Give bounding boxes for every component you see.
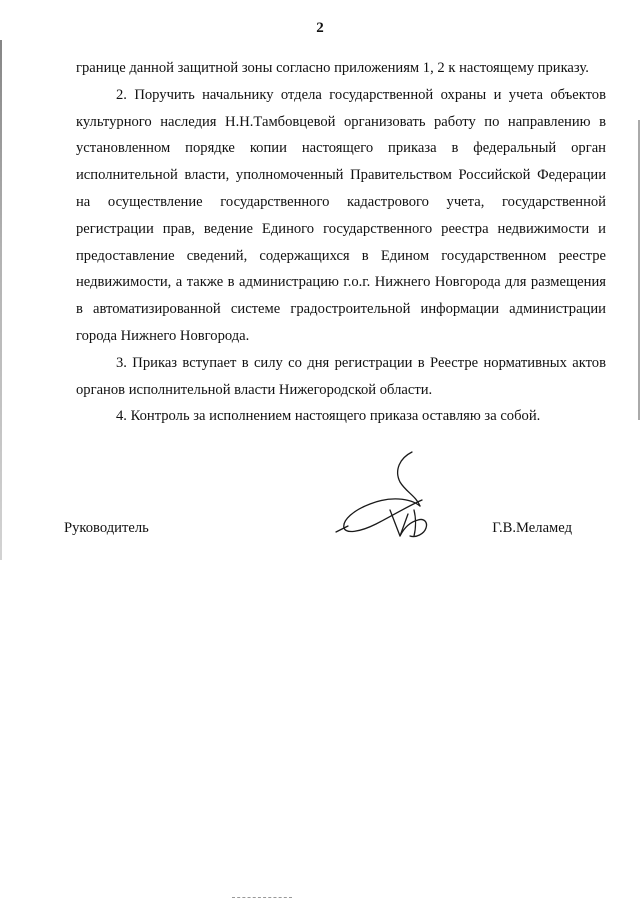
footer-scan-mark [232,897,292,899]
body-text [76,55,606,430]
paragraph-item-4: 4. Контроль за исполнением настоящего приказа оставляю за собой. [116,408,541,425]
signer-name: Г.В.Меламед [492,520,572,536]
signer-title: Руководитель [64,520,149,536]
scan-edge-shadow-left [0,40,2,560]
paragraph-continuation: границе данной защитной зоны согласно приложениям 1, 2 к настоящему приказу. [76,60,589,76]
paragraph-item-2: 2. Поручить начальнику отдела государственной охраны и учета объектов культурного наследия Н.Н.Тамбовцевой организовать работу по направлению в установленном порядке копии настоящего приказа в федеральный орган исполнительной власти, уполномоченный Правительством Российской Федерации на осуществление государственного кадастрового учета, государственной регистрации прав, ведение Единого государственного реестра недвижимости и предоставление сведений, содержащихся в Едином государственном реестре недвижимости, а также в администрацию г.о.г. Нижнего Новгорода для размещения в автоматизированной системе градостроительной информации администрации города Нижнего Новгорода. [76,86,606,344]
signature-block [64,520,572,544]
page-number: 2 [316,20,324,36]
paragraph-item-3: 3. Приказ вступает в силу со дня регистрации в Реестре нормативных актов органов исполнительной власти Нижегородской области. [76,354,606,398]
